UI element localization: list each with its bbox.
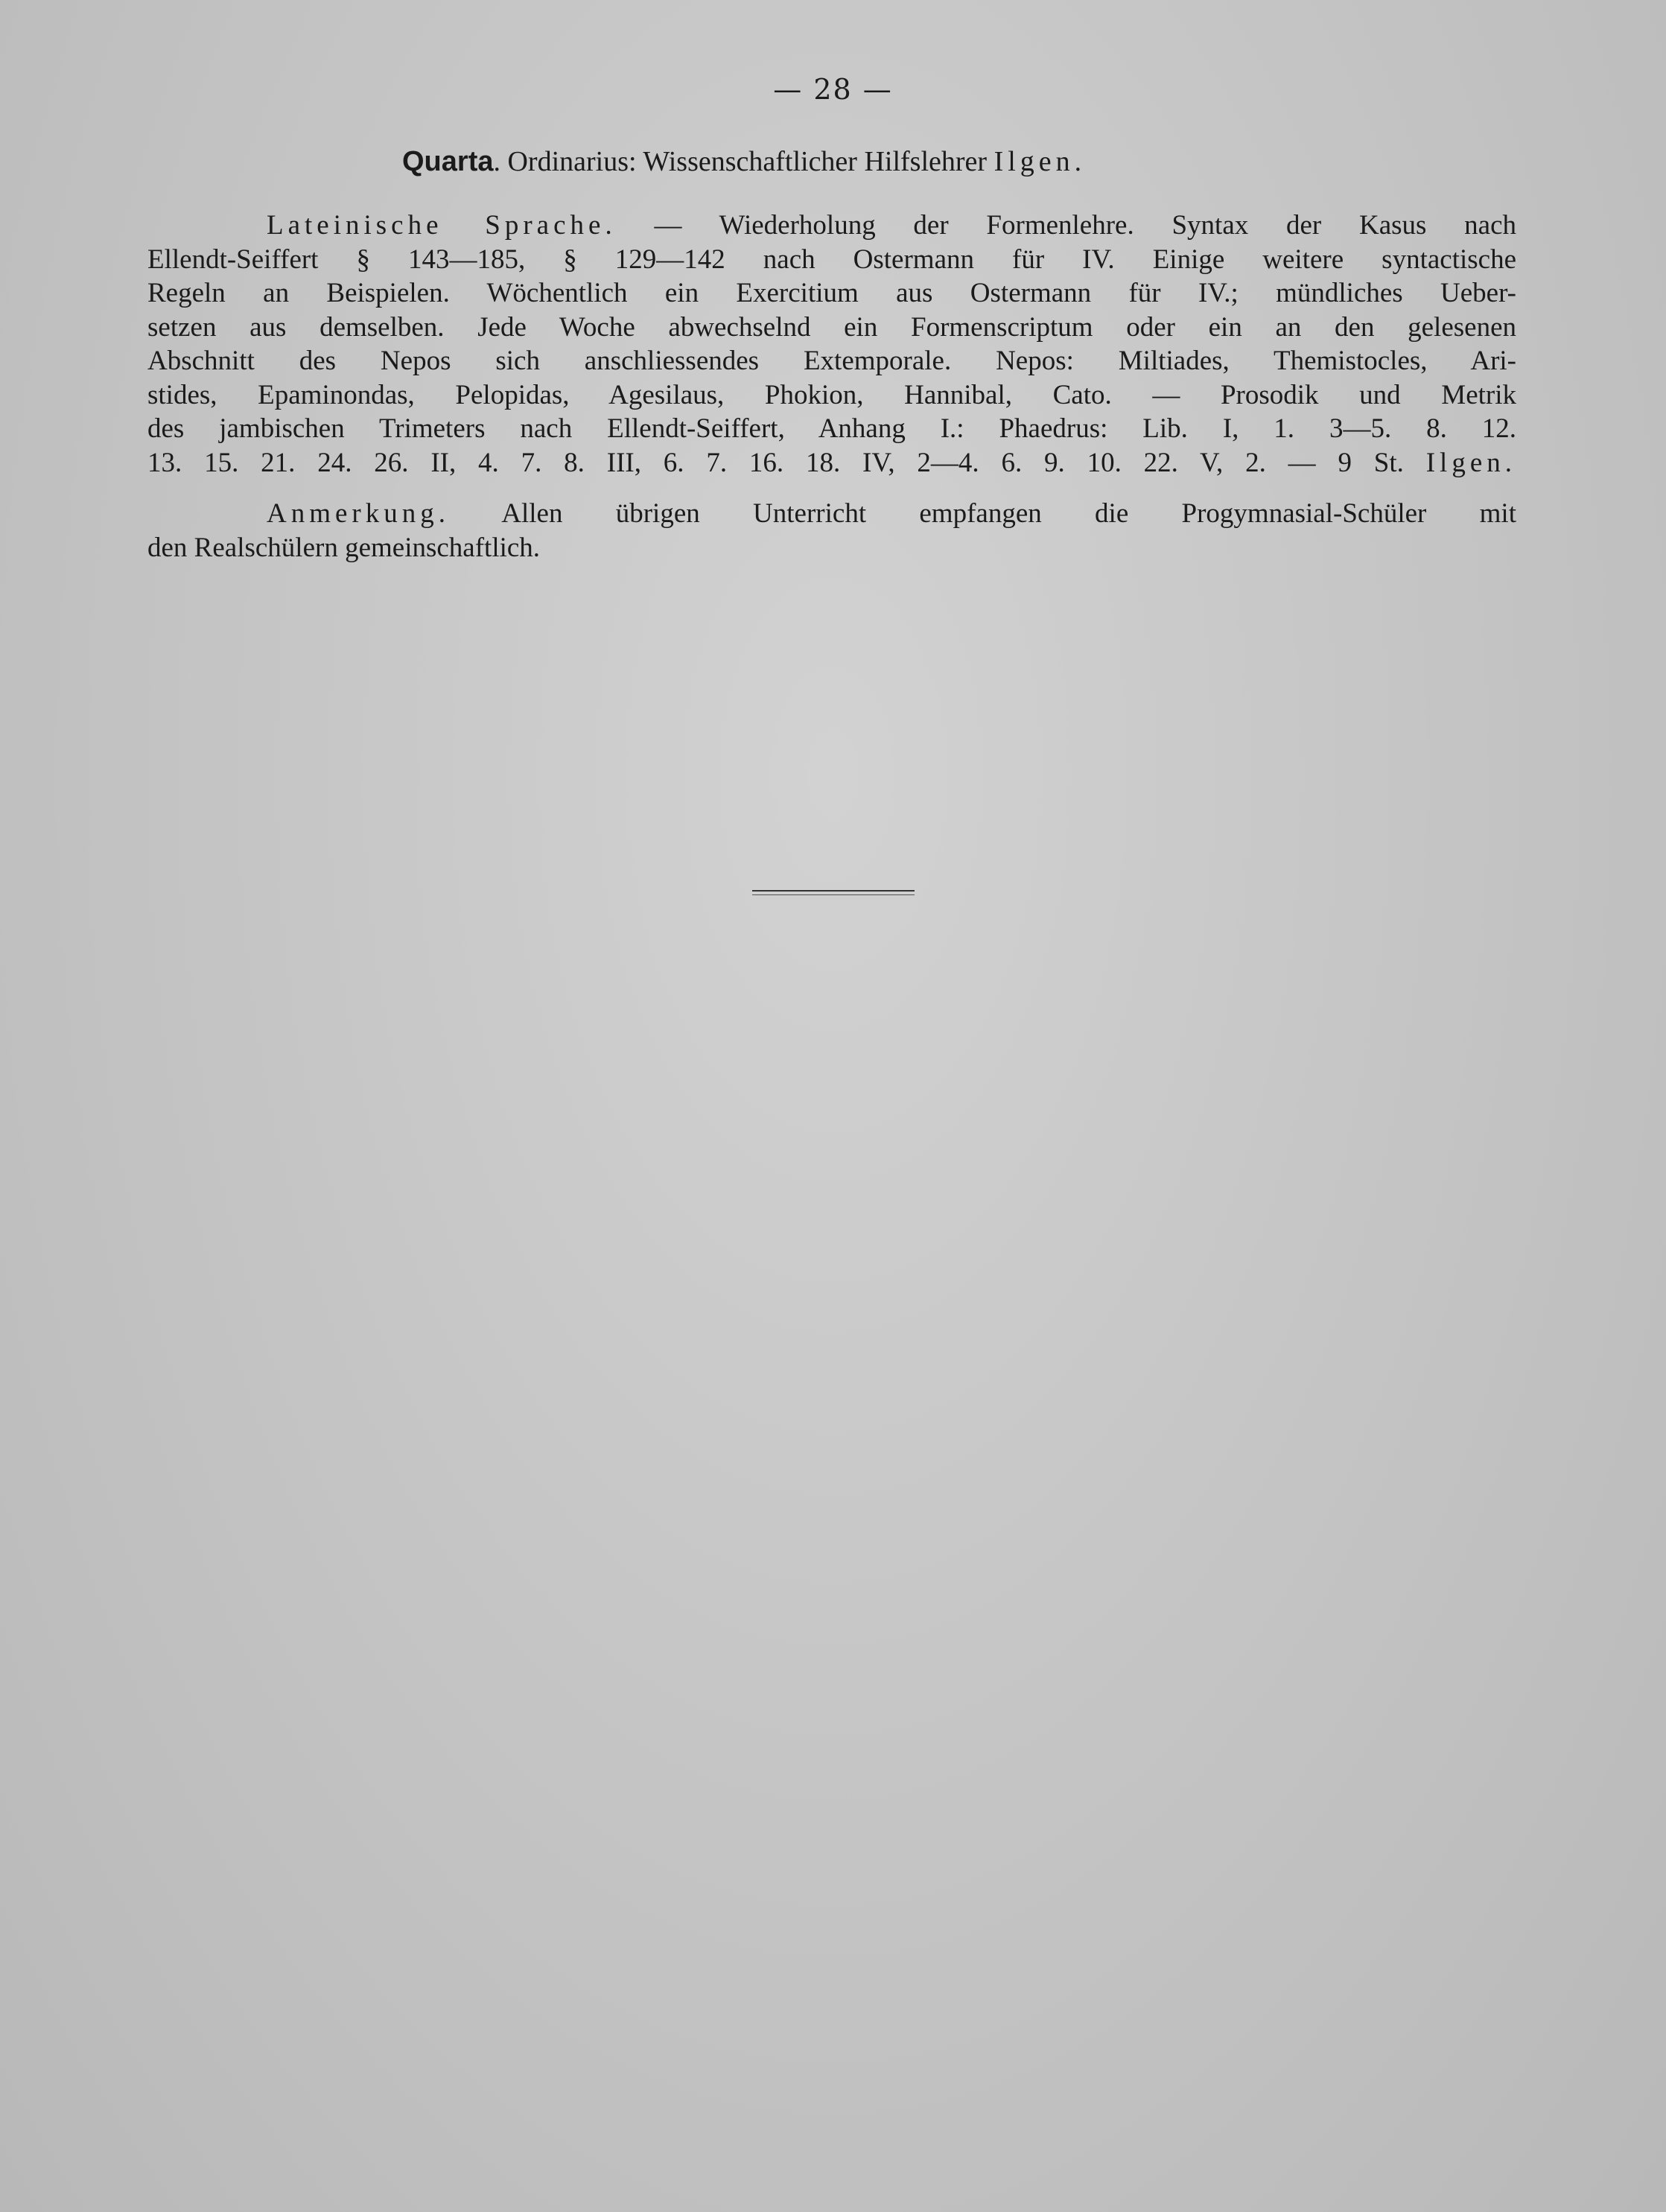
page-number: — 28 — xyxy=(773,73,893,106)
latin-text-1: — Wiederholung der Formenlehre. Syntax der Kasus nach xyxy=(654,210,1517,241)
note-text-1: Allen übrigen Unterricht empfangen die Progymnasial-Schüler mit xyxy=(501,498,1516,529)
class-name-sep: . xyxy=(493,146,500,177)
note-line-1 xyxy=(147,497,1516,531)
note-section xyxy=(147,497,1516,565)
class-heading-text: Ordinarius: Wissenschaftlicher Hilfslehrer xyxy=(507,146,988,177)
latin-line-1 xyxy=(147,209,1516,243)
note-line-2: den Realschülern gemeinschaftlich. xyxy=(147,532,541,563)
note-label: Anmerkung. xyxy=(267,498,450,529)
class-teacher: Ilgen. xyxy=(993,146,1087,177)
section-divider-rule xyxy=(752,890,915,895)
latin-line-3: Regeln an Beispielen. Wöchentlich ein Exercitium aus Ostermann für IV.; mündliches Ueber- xyxy=(147,278,1516,308)
latin-line-8 xyxy=(147,446,1516,480)
latin-line-5: Abschnitt des Nepos sich anschliessendes Extemporale. Nepos: Miltiades, Themistocles, Ari- xyxy=(147,346,1516,376)
latin-line-4: setzen aus demselben. Jede Woche abwechselnd ein Formenscriptum oder ein an den gelesenen xyxy=(147,311,1516,343)
latin-section xyxy=(147,209,1516,480)
latin-line-2: Ellendt-Seiffert § 143—185, § 129—142 nach Ostermann für IV. Einige weitere syntactische xyxy=(147,244,1516,275)
latin-line-7: des jambischen Trimeters nach Ellendt-Seiffert, Anhang I.: Phaedrus: Lib. I, 1. 3—5. 8. 12. xyxy=(147,413,1516,444)
latin-teacher: Ilgen. xyxy=(1425,447,1516,478)
class-heading xyxy=(402,145,1370,178)
latin-subject: Lateinische Sprache. xyxy=(267,210,617,241)
class-name: Quarta xyxy=(402,146,494,177)
latin-line-6: stides, Epaminondas, Pelopidas, Agesilaus, Phokion, Hannibal, Cato. — Prosodik und Metrik xyxy=(147,379,1516,410)
latin-text-8: 13. 15. 21. 24. 26. II, 4. 7. 8. III, 6. 7. 16. 18. IV, 2—4. 6. 9. 10. 22. V, 2. — 9 St. xyxy=(147,447,1404,478)
